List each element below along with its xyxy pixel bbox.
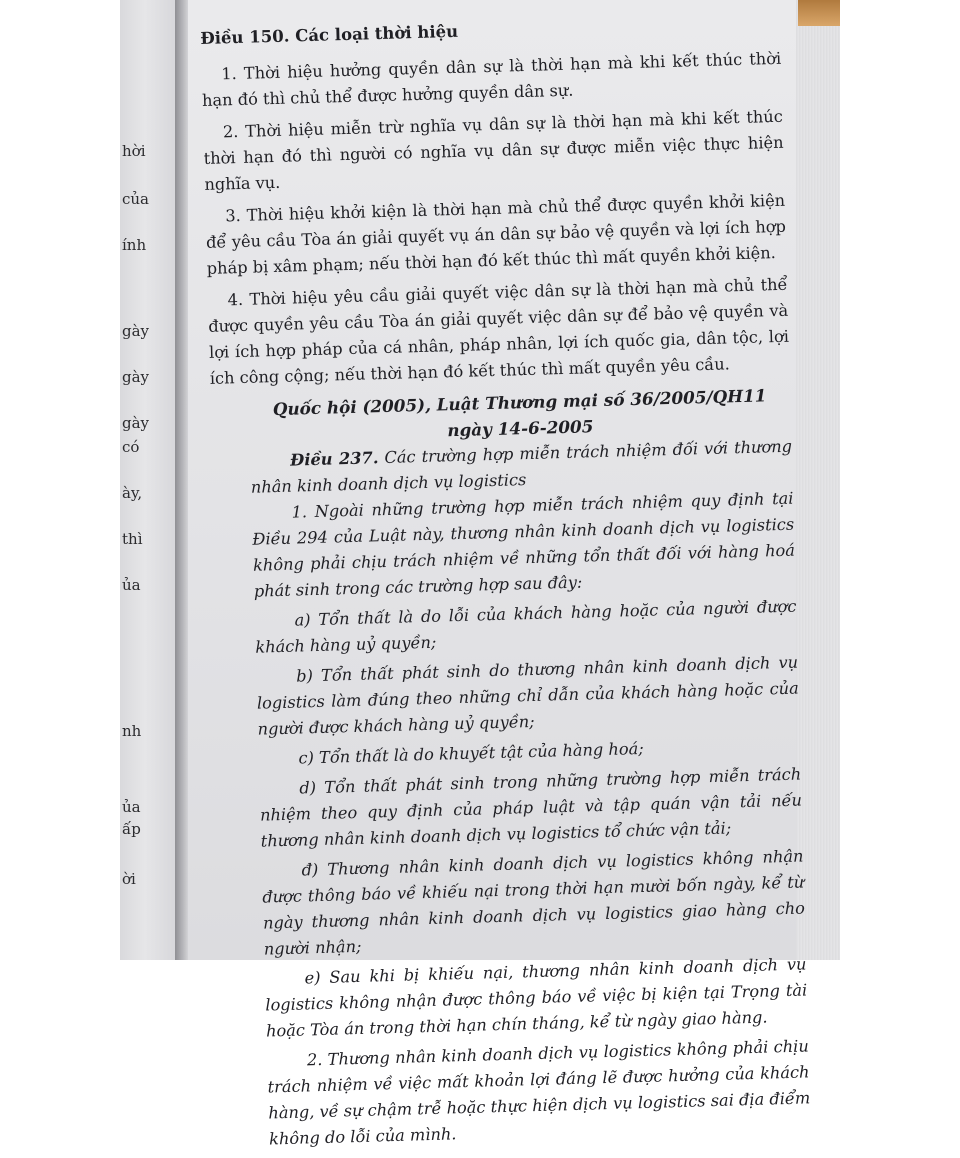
left-page-fragment: ính xyxy=(122,236,147,254)
left-page-fragment: có xyxy=(122,438,140,456)
article-237-item: e) Sau khi bị khiếu nại, thương nhân kinh doanh dịch vụ logistics không nhận được thông báo về việc bị kiện tại Trọng tài hoặc Tòa án trong thời hạn chín tháng, kể từ ngày giao hàng. xyxy=(265,954,808,1041)
article-150-title: Điều 150. Các loại thời hiệu xyxy=(200,21,459,48)
left-page-fragment: ời xyxy=(122,870,136,888)
article-237-item: d) Tổn thất phát sinh trong những trường hợp miễn trách nhiệm theo quy định của pháp luật và tập quán vận tải nếu thương nhân kinh doanh dịch vụ logistics tổ chức vận tải; xyxy=(259,764,803,851)
left-page-fragment: gày xyxy=(122,322,150,340)
article-150-paragraph: 3. Thời hiệu khởi kiện là thời hạn mà chủ thể được quyền khởi kiện để yêu cầu Tòa án giải quyết vụ án dân sự bảo vệ quyền và lợi ích hợp pháp bị xâm phạm; nếu thời hạn đó kết thúc thì mất quyền khởi kiện. xyxy=(205,190,787,278)
article-237-paragraph: 1. Ngoài những trường hợp miễn trách nhiệm quy định tại Điều 294 của Luật này, thương nhân kinh doanh dịch vụ logistics không phải chịu trách nhiệm về những tổn thất đối với hàng hoá phát sinh trong các trường hợp sau đây: xyxy=(252,488,796,601)
left-page-fragment: của xyxy=(122,190,150,208)
article-237-label: Điều 237. xyxy=(289,448,379,470)
left-page-fragment: ấp xyxy=(122,820,141,838)
article-237-item: đ) Thương nhân kinh doanh dịch vụ logistics không nhận được thông báo về khiếu nại trong thời hạn mười bốn ngày, kể từ ngày thương nhân kinh doanh dịch vụ logistics giao hàng cho người nhận; xyxy=(262,846,806,959)
left-page-fragment: gày xyxy=(122,368,150,386)
left-page-fragment: ủa xyxy=(122,798,141,816)
quoted-law-block xyxy=(248,382,811,1153)
article-237-item: a) Tổn thất là do lỗi của khách hàng hoặc của người được khách hàng uỷ quyền; xyxy=(255,596,797,657)
article-237-item: c) Tổn thất là do khuyết tật của hàng hoá; xyxy=(298,738,644,768)
article-150-paragraph: 4. Thời hiệu yêu cầu giải quyết việc dân sự là thời hạn mà chủ thể được quyền yêu cầu Tòa án giải quyết việc dân sự để bảo vệ quyền và lợi ích hợp pháp của cá nhân, pháp nhân, lợi ích quốc gia, dân tộc, lợi ích công cộng; nếu thời hạn đó kết thúc thì mất quyền yêu cầu. xyxy=(208,274,790,388)
table-surface xyxy=(798,0,840,26)
page-edges xyxy=(796,0,840,960)
article-150-paragraph: 1. Thời hiệu hưởng quyền dân sự là thời hạn mà khi kết thúc thời hạn đó thì chủ thể được hưởng quyền dân sự. xyxy=(201,48,782,110)
left-page-fragment: ày, xyxy=(122,484,143,502)
left-page-fragment: nh xyxy=(122,722,142,740)
left-page-fragment: thì xyxy=(122,530,143,548)
article-237-title-text: Các trường hợp miễn trách nhiệm đối với thương nhân kinh doanh dịch vụ logistics xyxy=(250,436,793,497)
article-150-paragraph: 2. Thời hiệu miễn trừ nghĩa vụ dân sự là thời hạn mà khi kết thúc thời hạn đó thì người có nghĩa vụ dân sự được miễn việc thực hiện nghĩa vụ. xyxy=(203,106,784,194)
left-page-fragment: gày xyxy=(122,414,150,432)
page-text xyxy=(200,10,811,1158)
left-page-fragment: hời xyxy=(122,142,146,160)
article-237-item: b) Tổn thất phát sinh do thương nhân kinh doanh dịch vụ logistics làm đúng theo những chỉ dẫn của khách hàng hoặc của người được khách hàng uỷ quyền; xyxy=(256,652,799,739)
article-237-paragraph: 2. Thương nhân kinh doanh dịch vụ logistics không phải chịu trách nhiệm về việc mất khoản lợi đáng lẽ được hưởng của khách hàng, về sự chậm trễ hoặc thực hiện dịch vụ logistics sai địa điểm không do lỗi của mình. xyxy=(267,1036,811,1149)
book-gutter xyxy=(175,0,189,960)
law-citation-title: Quốc hội (2005), Luật Thương mại số 36/2005/QH11 ngày 14-6-2005 xyxy=(272,385,767,441)
left-page-fragment: ủa xyxy=(122,576,141,594)
